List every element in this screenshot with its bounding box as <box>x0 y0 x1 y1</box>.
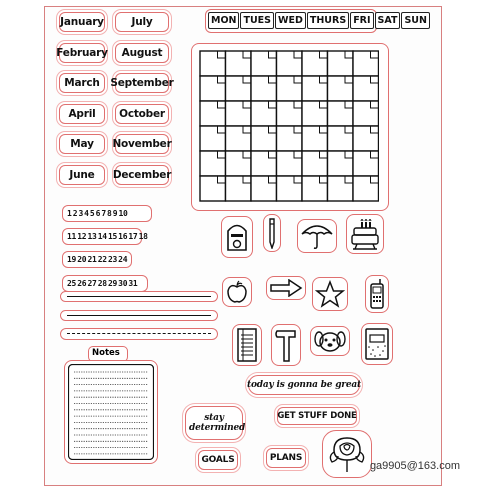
month-label-march: March <box>59 73 105 93</box>
apple-icon-stamp <box>222 277 252 307</box>
star-icon-stamp <box>312 277 348 311</box>
number-4: 4 <box>84 209 89 218</box>
number-29: 29 <box>107 279 117 288</box>
weekday-thurs: THURS <box>307 12 349 29</box>
notepad-icon <box>235 327 259 363</box>
calendar-cell <box>277 126 303 151</box>
pen-icon <box>267 217 277 249</box>
calendar-cell <box>277 176 303 201</box>
number-8: 8 <box>107 209 112 218</box>
number-14: 14 <box>97 232 107 241</box>
notepad-icon-stamp <box>232 324 262 366</box>
birthday-cake-icon-stamp <box>346 214 384 254</box>
notes-lined-box <box>68 364 154 460</box>
calendar-cell <box>353 51 379 76</box>
number-26: 26 <box>77 279 87 288</box>
calendar-cell <box>200 176 226 201</box>
calendar-cell <box>353 101 379 126</box>
calendar-cell <box>226 151 252 176</box>
number-27: 27 <box>87 279 97 288</box>
dog-icon-stamp <box>310 326 350 356</box>
notebook-icon-stamp <box>361 323 393 365</box>
number-21: 21 <box>87 255 97 264</box>
number-2: 2 <box>72 209 78 218</box>
calendar-cell <box>251 151 277 176</box>
plans-text: PLANS <box>269 453 303 463</box>
calendar-cell <box>328 126 354 151</box>
stay-determined-stamp <box>185 406 246 440</box>
calendar-cell <box>277 101 303 126</box>
number-5: 5 <box>89 209 95 218</box>
number-30: 30 <box>118 279 128 288</box>
number-12: 12 <box>77 232 87 241</box>
phone-icon-stamp <box>365 275 389 313</box>
calendar-cell <box>200 101 226 126</box>
number-row <box>62 251 132 268</box>
calendar-cell <box>302 51 328 76</box>
arrow-right-icon-stamp <box>266 276 306 300</box>
number-10: 10 <box>118 209 128 218</box>
calendar-cell <box>226 76 252 101</box>
calendar-cell <box>328 101 354 126</box>
number-31: 31 <box>128 279 138 288</box>
calendar-cell <box>251 76 277 101</box>
calendar-cell <box>353 76 379 101</box>
month-label-june: June <box>59 165 105 185</box>
number-18: 18 <box>138 232 148 241</box>
month-label-february: February <box>59 43 105 63</box>
calendar-cell <box>226 126 252 151</box>
dash-line-stamp <box>60 291 218 302</box>
calendar-cell <box>226 51 252 76</box>
goals-stamp <box>198 450 238 470</box>
month-label-may: May <box>59 134 105 154</box>
number-25: 25 <box>67 279 77 288</box>
calendar-cell <box>328 76 354 101</box>
umbrella-icon <box>300 222 334 250</box>
birthday-cake-icon <box>349 217 381 251</box>
get-stuff-done-text: GET STUFF DONE <box>277 411 357 421</box>
apple-icon <box>225 280 249 304</box>
calendar-cell <box>302 176 328 201</box>
number-16: 16 <box>118 232 128 241</box>
line-stamp <box>60 310 218 321</box>
camera-icon-stamp <box>221 216 253 258</box>
calendar-cell <box>353 151 379 176</box>
calendar-cell <box>200 76 226 101</box>
pen-icon-stamp <box>263 214 281 252</box>
camera-icon <box>225 222 249 252</box>
month-label-august: August <box>115 43 169 63</box>
number-row <box>62 228 148 245</box>
calendar-cell <box>200 126 226 151</box>
weekday-sun: SUN <box>401 12 430 29</box>
number-20: 20 <box>77 255 87 264</box>
calendar-cell <box>251 101 277 126</box>
month-label-july: July <box>115 12 169 32</box>
hammer-icon <box>274 327 298 363</box>
month-label-january: January <box>59 12 105 32</box>
calendar-cell <box>226 176 252 201</box>
number-15: 15 <box>107 232 117 241</box>
stay-determined-text: stay determined <box>189 413 246 433</box>
notes-label: Notes <box>92 348 120 358</box>
number-22: 22 <box>97 255 107 264</box>
number-row <box>62 275 148 292</box>
number-11: 11 <box>67 232 77 241</box>
weekday-fri: FRI <box>350 12 373 29</box>
number-13: 13 <box>87 232 97 241</box>
goals-text: GOALS <box>201 455 235 465</box>
calendar-cell <box>353 126 379 151</box>
dashed-line-stamp <box>60 328 218 340</box>
weekday-mon: MON <box>208 12 239 29</box>
star-icon <box>315 280 345 308</box>
today-phrase-stamp <box>248 375 360 395</box>
number-17: 17 <box>128 232 138 241</box>
calendar-cell <box>226 101 252 126</box>
calendar-cell <box>251 126 277 151</box>
number-6: 6 <box>95 209 101 218</box>
weekday-sat: SAT <box>375 12 401 29</box>
calendar-cell <box>251 51 277 76</box>
number-23: 23 <box>107 255 117 264</box>
calendar-cell <box>302 151 328 176</box>
month-label-april: April <box>59 104 105 124</box>
weekday-wed: WED <box>275 12 306 29</box>
number-3: 3 <box>78 209 83 218</box>
calendar-cell <box>328 151 354 176</box>
notebook-icon <box>364 327 390 361</box>
arrow-right-icon <box>269 279 303 297</box>
get-stuff-done-stamp <box>277 407 357 425</box>
calendar-cell <box>328 176 354 201</box>
dog-icon <box>313 329 347 353</box>
calendar-cell <box>302 76 328 101</box>
calendar-cell <box>277 151 303 176</box>
month-label-november: November <box>115 134 169 154</box>
month-label-september: September <box>115 73 169 93</box>
watermark-text: ga9905@163.com <box>369 460 460 472</box>
calendar-cell <box>277 51 303 76</box>
today-phrase: today is gonna be great <box>247 380 361 390</box>
calendar-grid <box>199 50 379 202</box>
month-label-december: December <box>115 165 169 185</box>
number-row <box>62 205 152 222</box>
rose-icon-stamp <box>322 430 372 478</box>
number-19: 19 <box>67 255 77 264</box>
rose-icon <box>326 434 368 474</box>
weekday-tues: TUES <box>240 12 274 29</box>
calendar-cell <box>302 101 328 126</box>
weekday-header <box>208 12 431 29</box>
calendar-cell <box>302 126 328 151</box>
month-label-october: October <box>115 104 169 124</box>
number-1: 1 <box>67 209 72 218</box>
phone-icon <box>369 278 385 310</box>
calendar-cell <box>328 51 354 76</box>
hammer-icon-stamp <box>271 324 301 366</box>
calendar-cell <box>277 76 303 101</box>
number-28: 28 <box>97 279 107 288</box>
umbrella-icon-stamp <box>297 219 337 253</box>
calendar-cell <box>251 176 277 201</box>
number-9: 9 <box>112 209 118 218</box>
calendar-cell <box>200 51 226 76</box>
calendar-cell <box>353 176 379 201</box>
number-7: 7 <box>101 209 106 218</box>
calendar-cell <box>200 151 226 176</box>
plans-stamp <box>266 448 306 468</box>
number-24: 24 <box>118 255 128 264</box>
